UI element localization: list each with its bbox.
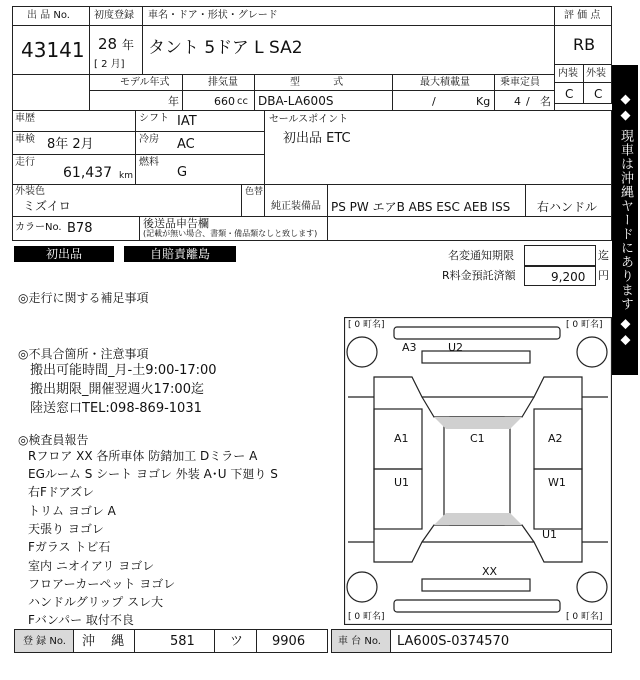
inspector-line: 室内 ニオイアリ ヨゴレ	[28, 559, 155, 573]
exterior-score-box	[583, 82, 612, 104]
mileage-label: 走行	[15, 157, 35, 168]
equipment-box	[264, 184, 612, 217]
exterior-label: 外装	[586, 68, 606, 79]
type-label: 型 式	[290, 77, 344, 88]
lot-no-label-box	[12, 6, 90, 26]
damage-mark: W1	[548, 476, 566, 489]
wheel-front-left	[347, 337, 377, 367]
corner-label-bl: [ 0 町名]	[348, 612, 385, 622]
inspector-title: ◎検査員報告	[18, 433, 89, 447]
exterior-score: C	[594, 87, 603, 101]
corner-label-tl: [ 0 町名]	[348, 320, 385, 330]
max-load-sep: /	[432, 95, 436, 108]
steering: 右ハンドル	[537, 200, 598, 214]
ac: AC	[177, 137, 195, 152]
color-no-row	[12, 216, 612, 241]
mileage-unit: km	[119, 171, 133, 181]
first-reg-header	[89, 6, 555, 26]
displacement-unit: cc	[237, 96, 248, 107]
inspector-line: Fガラス トビ石	[28, 540, 111, 554]
first-listing-tag: 初出品	[14, 246, 114, 262]
front-grille-outline	[422, 351, 530, 363]
hood	[422, 397, 534, 417]
damage-mark: U1	[394, 476, 410, 489]
model-year-unit: 年	[168, 95, 179, 108]
spec-row	[89, 74, 555, 111]
exterior-label-box	[583, 64, 612, 83]
recycle-unit: 円	[598, 269, 609, 282]
reg-label-box	[14, 629, 74, 653]
yard-banner	[612, 65, 638, 375]
color-no-label: カラーNo.	[15, 222, 62, 233]
damage-mark: A1	[394, 432, 409, 445]
type: DBA-LA600S	[258, 94, 334, 108]
inspection-label: 車検	[15, 134, 35, 145]
driving-notes-title: ◎走行に関する補足事項	[18, 291, 149, 305]
details-left	[12, 110, 265, 185]
name-change-unit: 迄	[598, 249, 609, 262]
sales-point-label: セールスポイント	[269, 114, 349, 125]
damage-mark: XX	[482, 565, 498, 578]
displacement: 660	[214, 95, 235, 108]
damage-mark: A3	[402, 341, 417, 354]
lot-no: 43141	[21, 38, 85, 62]
liability-tag: 自賠責離島	[124, 246, 236, 262]
damage-mark: C1	[470, 432, 485, 445]
damage-mark: U2	[448, 341, 464, 354]
rear-garnish-outline	[422, 579, 530, 591]
shift-label: シフト	[139, 113, 169, 124]
max-load-unit: Kg	[476, 95, 491, 108]
model-label: 車名・ドア・形状・グレード	[148, 10, 278, 21]
rear-glass-shade	[434, 513, 522, 525]
fuel-label: 燃料	[139, 157, 159, 168]
first-reg-year: 28	[98, 35, 118, 53]
yard-banner-text: ◆◆ 現車は沖縄ヤードにあります ◆◆	[618, 91, 633, 349]
post-report-note: (記載が無い場合、書類・備品類なしと致します)	[143, 229, 318, 238]
shift: IAT	[177, 114, 197, 129]
reg-number: 9906	[272, 634, 306, 649]
name-change-box	[524, 245, 596, 266]
eval-score-box	[554, 25, 612, 65]
history-label: 車歴	[15, 113, 35, 124]
mileage: 61,437	[63, 165, 112, 181]
color: ミズイロ	[23, 199, 71, 213]
color-no: B78	[67, 221, 93, 236]
eval-label-box	[554, 6, 612, 26]
inspector-line: ハンドルグリップ スレ大	[28, 595, 164, 609]
color-box	[12, 184, 265, 217]
max-load-label: 最大積載量	[420, 77, 470, 88]
ac-label: 冷房	[139, 134, 159, 145]
interior-label: 内装	[558, 68, 578, 79]
color-mark-label: 色替	[245, 187, 264, 197]
chassis-label: 車 台 No.	[338, 636, 381, 647]
chassis-label-box	[331, 629, 391, 653]
tailgate	[422, 525, 534, 542]
inspector-line: 右Fドアズレ	[28, 485, 95, 499]
defect-line: 陸送窓口TEL:098-869-1031	[30, 401, 202, 416]
name-change-label: 名変通知期限	[448, 249, 514, 262]
model-row	[89, 25, 555, 75]
post-report-label: 後送品申告欄	[143, 217, 209, 230]
interior-score: C	[565, 87, 574, 101]
damage-mark: A2	[548, 432, 563, 445]
capacity-sep: /	[526, 95, 530, 108]
inspection: 8年 2月	[47, 137, 94, 152]
sales-point: 初出品 ETC	[283, 131, 351, 146]
recycle-amount: 9,200	[551, 270, 586, 284]
fuel: G	[177, 165, 188, 180]
equipment-label: 純正装備品	[271, 201, 321, 212]
lot-no-box	[12, 25, 90, 75]
wheel-rear-left	[347, 572, 377, 602]
recycle-label: R料金預託済額	[442, 269, 516, 282]
equipment: PS PW エアB ABS ESC AEB ISS	[331, 200, 511, 214]
wheel-rear-right	[577, 572, 607, 602]
capacity: 4	[514, 95, 521, 108]
recycle-box	[524, 266, 596, 286]
chassis-box	[390, 629, 612, 653]
inspector-line: 天張り ヨゴレ	[28, 522, 104, 536]
inspector-line: トリム ヨゴレ A	[28, 504, 116, 518]
interior-score-box	[554, 82, 584, 104]
front-bumper-outline	[394, 327, 560, 339]
capacity-unit: 名	[540, 95, 551, 108]
interior-label-box	[554, 64, 584, 83]
inspector-line: Rフロア XX 各所車体 防錆加工 Dミラー A	[28, 449, 258, 463]
first-reg-label: 初度登録	[94, 10, 134, 21]
capacity-label: 乗車定員	[500, 77, 540, 88]
reg-class: 581	[170, 634, 195, 649]
first-reg-month: [ 2 月]	[94, 59, 125, 70]
corner-label-br: [ 0 町名]	[566, 612, 603, 622]
first-reg-year-unit: 年	[122, 38, 135, 52]
model-year-label: モデル年式	[120, 77, 170, 88]
reg-number-box	[73, 629, 328, 653]
defect-line: 搬出期限_開催翌週火17:00迄	[30, 382, 204, 397]
defect-title: ◎不具合箇所・注意事項	[18, 347, 149, 361]
inspector-line: Fバンパー 取付不良	[28, 613, 134, 627]
eval-label: 評 価 点	[564, 10, 601, 21]
reg-kana: ツ	[230, 634, 244, 649]
car-diagram	[344, 317, 612, 625]
corner-label-tr: [ 0 町名]	[566, 320, 603, 330]
car-diagram-svg	[344, 317, 612, 625]
spec-left-blank	[12, 74, 90, 111]
chassis: LA600S-0374570	[397, 634, 510, 649]
defect-line: 搬出可能時間_月-土9:00-17:00	[30, 363, 217, 378]
inspector-line: EGルーム S シート ヨゴレ 外装 A･U 下廻り S	[28, 467, 278, 481]
windshield-shade	[434, 417, 522, 429]
wheel-front-right	[577, 337, 607, 367]
color-label: 外装色	[15, 186, 45, 197]
lot-no-label: 出 品 No.	[27, 10, 70, 21]
inspector-line: フロアーカーペット ヨゴレ	[28, 577, 176, 591]
model-name: タント 5ドア L SA2	[148, 38, 303, 58]
damage-mark: U1	[542, 528, 558, 541]
reg-label: 登 録 No.	[23, 636, 66, 647]
eval-score: RB	[573, 35, 596, 54]
sales-point-box	[264, 110, 612, 185]
rear-bumper-outline	[394, 600, 560, 612]
displacement-label: 排気量	[208, 77, 238, 88]
reg-region: 沖 縄	[82, 634, 131, 649]
